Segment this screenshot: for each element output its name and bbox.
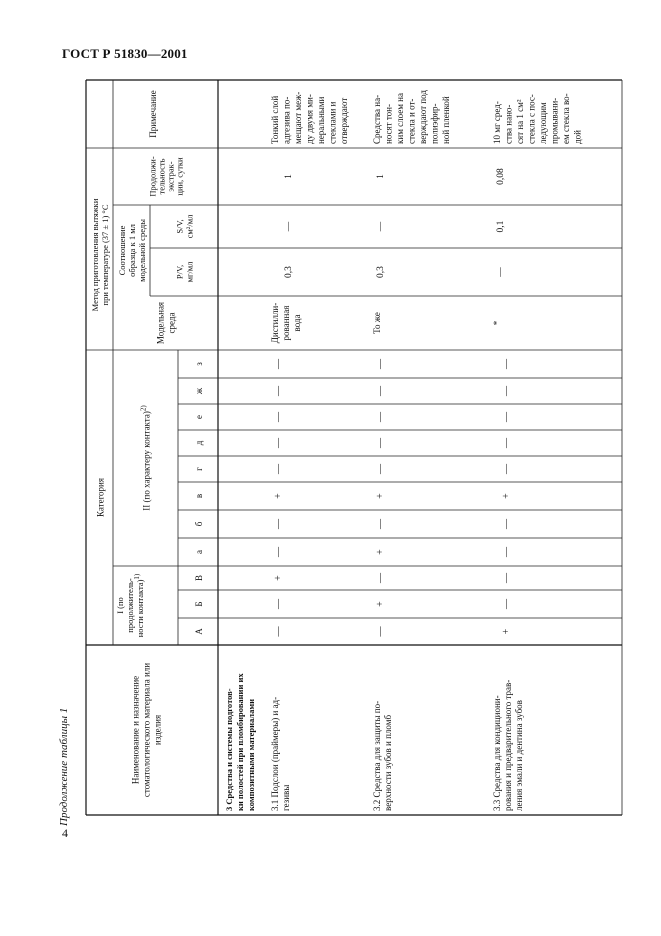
header-name-1: стоматологического материала или <box>141 662 152 798</box>
header-cat-II: II (по характеру контакта)$^{2)}$ <box>139 405 152 511</box>
row-2-II-7: — <box>375 359 386 369</box>
row-3-note-2: сят на 1 см² <box>515 99 525 144</box>
row-2-note-4: верждают под <box>418 90 428 144</box>
row-1-sv: — <box>284 221 294 232</box>
row-2-name-1: верхности зубов и пломб <box>383 714 393 811</box>
row-3-note-4: ледующим <box>538 102 548 144</box>
row-3-I-2: — <box>501 573 512 583</box>
row-1-note-5: стеклами и <box>327 101 338 144</box>
row-2-II-2: + <box>375 493 386 499</box>
row-2-note-3: стекла и от- <box>406 98 417 144</box>
header-letter-д: д <box>194 440 204 446</box>
row-2-name-0: 3.2 Средства для защиты по- <box>372 700 382 811</box>
row-1-I-0: — <box>273 626 284 637</box>
header-letter-б: б <box>194 521 204 527</box>
row-2-I-0: — <box>375 626 386 637</box>
row-0-name-2: композитными материалами <box>246 698 256 811</box>
row-1-note-3: ду двумя ми- <box>304 94 315 144</box>
header-letter-Б: Б <box>194 601 204 607</box>
header-duration-2: экстрак- <box>165 161 176 192</box>
header-medium-0: Модельная <box>155 301 166 345</box>
row-0-name-1: ки полостей при пломбировании их <box>235 673 245 811</box>
row-2-sv: — <box>376 221 386 232</box>
row-1-name-1: гезивы <box>281 784 291 811</box>
row-3-II-1: — <box>501 519 512 529</box>
header-name-2: изделия <box>152 714 163 746</box>
row-1-medium-0: Дистилли- <box>270 302 280 344</box>
row-1-II-2: + <box>273 493 284 499</box>
header-category: Категория <box>95 478 106 517</box>
row-0-name-0: 3 Средства и системы подготов- <box>224 688 234 811</box>
row-3-II-4: — <box>501 438 512 448</box>
header-method-0: Метод приготовления вытяжки <box>90 198 100 312</box>
header-medium-1: среда <box>166 312 177 334</box>
standard-header: ГОСТ Р 51830—2001 <box>62 46 188 61</box>
row-1-pv: 0,3 <box>284 266 294 278</box>
header-duration-1: тельность <box>156 158 167 195</box>
row-1-medium-2: вода <box>292 314 302 332</box>
row-3-duration: 0,08 <box>496 168 506 185</box>
header-note: Примечание <box>148 90 158 138</box>
row-1-note-4: неральными <box>316 96 326 144</box>
row-3-II-6: — <box>501 386 512 396</box>
row-1-II-5: — <box>273 412 284 422</box>
header-pv-0: P/V, <box>174 264 185 280</box>
header-letter-В: В <box>194 574 204 582</box>
header-cat-I-1: продолжитель- <box>125 578 135 633</box>
row-1-II-7: — <box>273 359 284 369</box>
header-pv-1: мг/мл <box>184 261 195 283</box>
row-2-note-5: полиэфир- <box>429 103 440 144</box>
row-1-note-1: адгезива по- <box>281 96 292 144</box>
row-3-II-2: + <box>501 493 512 499</box>
row-1-II-0: — <box>273 547 284 557</box>
row-2-II-6: — <box>375 386 386 396</box>
header-letter-а: а <box>194 550 204 554</box>
header-letter-в: в <box>194 493 204 499</box>
header-sv-1: см²/мл <box>184 214 195 239</box>
row-3-pv: — <box>496 267 506 277</box>
row-3-note-5: промывани- <box>549 97 560 144</box>
header-ratio-2: модельной среды <box>137 219 147 282</box>
row-2-duration: 1 <box>376 174 386 179</box>
row-1-medium-1: рованная <box>281 305 291 341</box>
row-3-II-0: — <box>501 547 512 557</box>
table-caption: Продолжение таблицы 1 <box>58 707 70 826</box>
header-letter-А: А <box>194 628 204 635</box>
row-1-II-4: — <box>273 438 284 448</box>
row-1-I-2: + <box>273 575 284 581</box>
row-2-I-2: — <box>375 573 386 583</box>
row-2-note-0: Средства на- <box>372 94 382 144</box>
row-3-name-2: ления эмали и дентина зубов <box>514 700 524 811</box>
row-2-note-6: ной пленкой <box>441 96 451 144</box>
row-2-note-2: ким слоем на <box>395 93 405 144</box>
row-3-II-7: — <box>501 359 512 369</box>
header-ratio-1: образца к 1 мл <box>127 224 137 277</box>
row-3-name-0: 3.3 Средства для кондициони- <box>492 695 502 811</box>
row-1-duration: 1 <box>284 174 294 179</box>
row-3-II-5: — <box>501 412 512 422</box>
row-3-note-1: ства нано- <box>503 104 514 144</box>
row-1-II-6: — <box>273 386 284 396</box>
header-letter-з: з <box>194 362 204 366</box>
row-1-II-1: — <box>273 519 284 529</box>
header-ratio-0: Соотношение <box>117 225 127 276</box>
row-3-note-3: стекла с пос- <box>526 94 537 144</box>
row-2-pv: 0,3 <box>376 266 386 278</box>
header-duration-0: Продолжи- <box>147 156 158 197</box>
row-2-II-0: + <box>375 549 386 555</box>
row-3-note-0: 10 мг сред- <box>492 101 502 144</box>
row-3-I-1: — <box>501 599 512 609</box>
header-duration-3: ции, сутки <box>174 157 185 196</box>
row-2-II-5: — <box>375 412 386 422</box>
row-1-name-0: 3.1 Подслои (праймеры) и ад- <box>270 696 280 811</box>
page-number: 4 <box>62 826 68 840</box>
row-1-note-0: Тонкий слой <box>270 95 280 144</box>
row-3-note-7: дой <box>572 130 583 144</box>
header-letter-ж: ж <box>194 387 204 395</box>
header-cat-I-2: ности контакта)$^{1)}$ <box>133 573 145 638</box>
row-2-II-3: — <box>375 464 386 474</box>
header-cat-I-0: I (по <box>115 597 125 614</box>
row-2-medium-0: То же <box>372 312 382 334</box>
row-3-medium-0: * <box>492 320 502 326</box>
header-method-1: при температуре (37 ± 1) °С <box>100 204 110 306</box>
header-sv-0: S/V, <box>174 219 185 234</box>
row-2-II-1: — <box>375 519 386 529</box>
header-letter-г: г <box>194 467 204 471</box>
row-1-note-2: мещают меж- <box>293 91 303 144</box>
row-2-note-1: носят тон- <box>383 104 394 144</box>
row-2-II-4: — <box>375 438 386 448</box>
row-3-note-6: ем стекла во- <box>561 93 571 144</box>
row-3-II-3: — <box>501 464 512 474</box>
row-3-name-1: рования и предварительного трав- <box>503 679 513 811</box>
row-1-I-1: — <box>273 599 284 609</box>
row-1-II-3: — <box>273 464 284 474</box>
header-name-0: Наименование и назначение <box>130 675 141 785</box>
header-letter-е: е <box>194 415 204 419</box>
row-2-I-1: + <box>375 601 386 607</box>
row-3-sv: 0,1 <box>496 220 506 233</box>
row-3-I-0: + <box>501 628 512 635</box>
row-1-note-6: отверждают <box>339 97 349 144</box>
